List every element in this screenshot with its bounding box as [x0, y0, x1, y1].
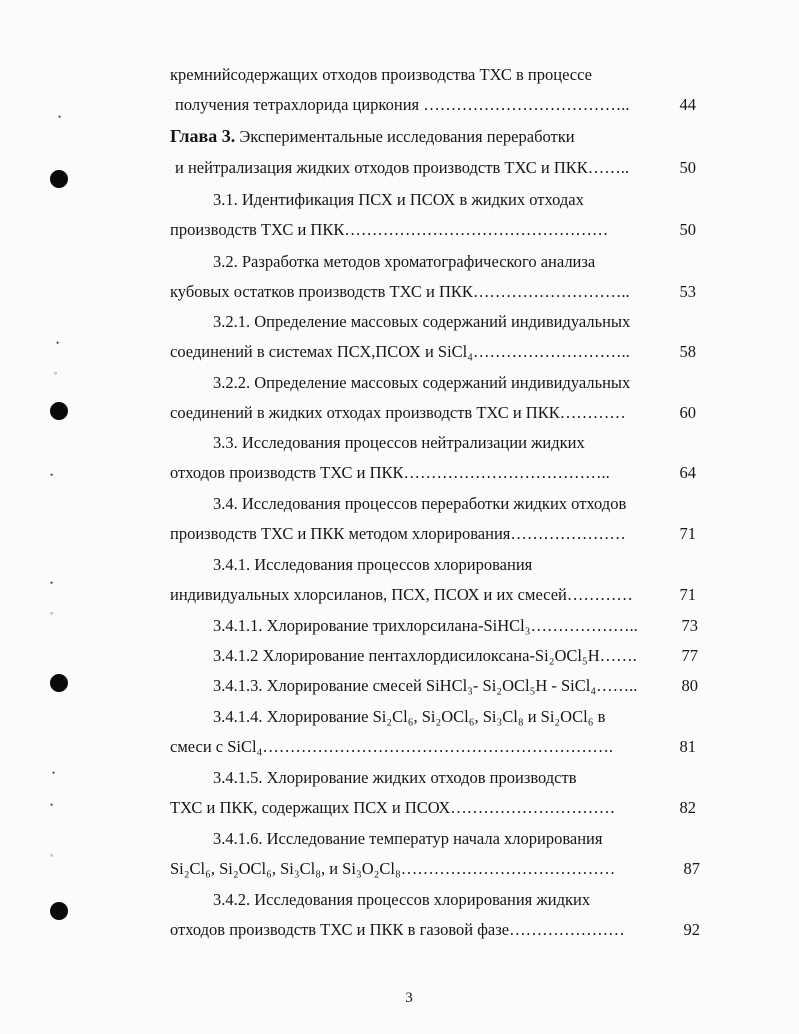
toc-entry-text: отходов производств ТХС и ПКК в газовой фазе…………………	[170, 920, 625, 939]
toc-entry-text: 3.1. Идентификация ПСХ и ПСОХ в жидких отходах	[213, 190, 584, 209]
toc-entry-text: 3.4.1. Исследования процессов хлорирования	[213, 555, 533, 574]
toc-page-number: 71	[679, 524, 696, 543]
toc-entry-text: получения тетрахлорида циркония ………………………………..	[175, 95, 630, 114]
scan-speck: •	[56, 338, 60, 348]
binder-hole	[50, 674, 68, 692]
scan-speck: ◦	[50, 608, 54, 618]
toc-entry-text: 3.4.1.3. Хлорирование смесей SiHCl₃- Si₂OCl₅H - SiCl₄……..	[213, 676, 638, 695]
toc-entry-text: 3.4.1.6. Исследование температур начала хлорирования	[213, 829, 603, 848]
toc-entry-text: отходов производств ТХС и ПКК………………………………..	[170, 463, 610, 482]
toc-entry-text: ТХС и ПКК, содержащих ПСХ и ПСОХ…………………………	[170, 798, 616, 817]
toc-page-number: 50	[679, 220, 696, 239]
toc-entry-text: индивидуальных хлорсиланов, ПСХ, ПСОХ и их смесей…………	[170, 585, 633, 604]
toc-entry-text: 3.4.1.4. Хлорирование Si₂Cl₆, Si₂OCl₆, Si₃Cl₈ и Si₂OCl₆ в	[213, 707, 606, 726]
toc-entry-text: 3.4.1.5. Хлорирование жидких отходов производств	[213, 768, 577, 787]
toc-entry-text: производств ТХС и ПКК…………………………………………	[170, 220, 609, 239]
scan-speck: •	[50, 578, 54, 588]
toc-page-number: 64	[679, 463, 696, 482]
toc-entry-text: соединений в системах ПСХ,ПСОХ и SiCl₄………………………..	[170, 342, 630, 361]
scan-speck: ◦	[54, 368, 58, 378]
toc-entry-text: 3.3. Исследования процессов нейтрализации жидких	[213, 433, 585, 452]
chapter-label: Глава 3.	[170, 126, 236, 146]
toc-entry-text: 3.2. Разработка методов хроматографического анализа	[213, 252, 596, 271]
toc-entry-text: 3.4.1.2 Хлорирование пентахлордисилоксана-Si₂OCl₅H…….	[213, 646, 637, 665]
scan-speck: •	[58, 112, 62, 122]
toc-entry-text: и нейтрализация жидких отходов производств ТХС и ПКК……..	[175, 158, 629, 177]
toc-entry-text: кремнийсодержащих отходов производства ТХС в процессе	[170, 65, 592, 84]
page-number: 3	[405, 990, 413, 1006]
toc-page-number: 50	[679, 158, 696, 177]
toc-entry-text: 3.2.1. Определение массовых содержаний индивидуальных	[213, 312, 631, 331]
toc-entry-text: Si₂Cl₆, Si₂OCl₆, Si₃Cl₈, и Si₃O₂Cl₈…………………………………	[170, 859, 616, 878]
binder-hole	[50, 170, 68, 188]
toc-entry-text: 3.4. Исследования процессов переработки жидких отходов	[213, 494, 627, 513]
scan-speck: •	[50, 800, 54, 810]
toc-entry-text: 3.2.2. Определение массовых содержаний индивидуальных	[213, 373, 631, 392]
toc-page-number: 73	[681, 616, 698, 635]
binder-hole	[50, 902, 68, 920]
toc-page-number: 87	[683, 859, 700, 878]
toc-page-number: 80	[681, 676, 698, 695]
toc-page-number: 92	[683, 920, 700, 939]
toc-page-number: 82	[679, 798, 696, 817]
toc-page-number: 44	[679, 95, 696, 114]
toc-page-number: 53	[679, 282, 696, 301]
toc-page-number: 81	[679, 737, 696, 756]
toc-page-number: 58	[679, 342, 696, 361]
toc-entry-text: кубовых остатков производств ТХС и ПКК………………………..	[170, 282, 630, 301]
toc-entry-text: производств ТХС и ПКК методом хлорирования…………………	[170, 524, 626, 543]
toc-chapter-heading	[170, 126, 575, 147]
toc-entry-text: смеси с SiCl₄……………………………………………………….	[170, 737, 613, 756]
scan-speck: •	[50, 470, 54, 480]
chapter-title: Экспериментальные исследования переработки	[239, 127, 575, 146]
toc-entry-text: 3.4.1.1. Хлорирование трихлорсилана-SiHCl₃………………..	[213, 616, 638, 635]
scan-speck: ◦	[50, 850, 54, 860]
toc-page-number: 71	[679, 585, 696, 604]
binder-hole	[50, 402, 68, 420]
toc-page-number: 60	[679, 403, 696, 422]
scan-speck: •	[52, 768, 56, 778]
toc-entry-text: 3.4.2. Исследования процессов хлорирования жидких	[213, 890, 591, 909]
toc-entry-text: соединений в жидких отходах производств ТХС и ПКК…………	[170, 403, 626, 422]
toc-page-number: 77	[681, 646, 698, 665]
